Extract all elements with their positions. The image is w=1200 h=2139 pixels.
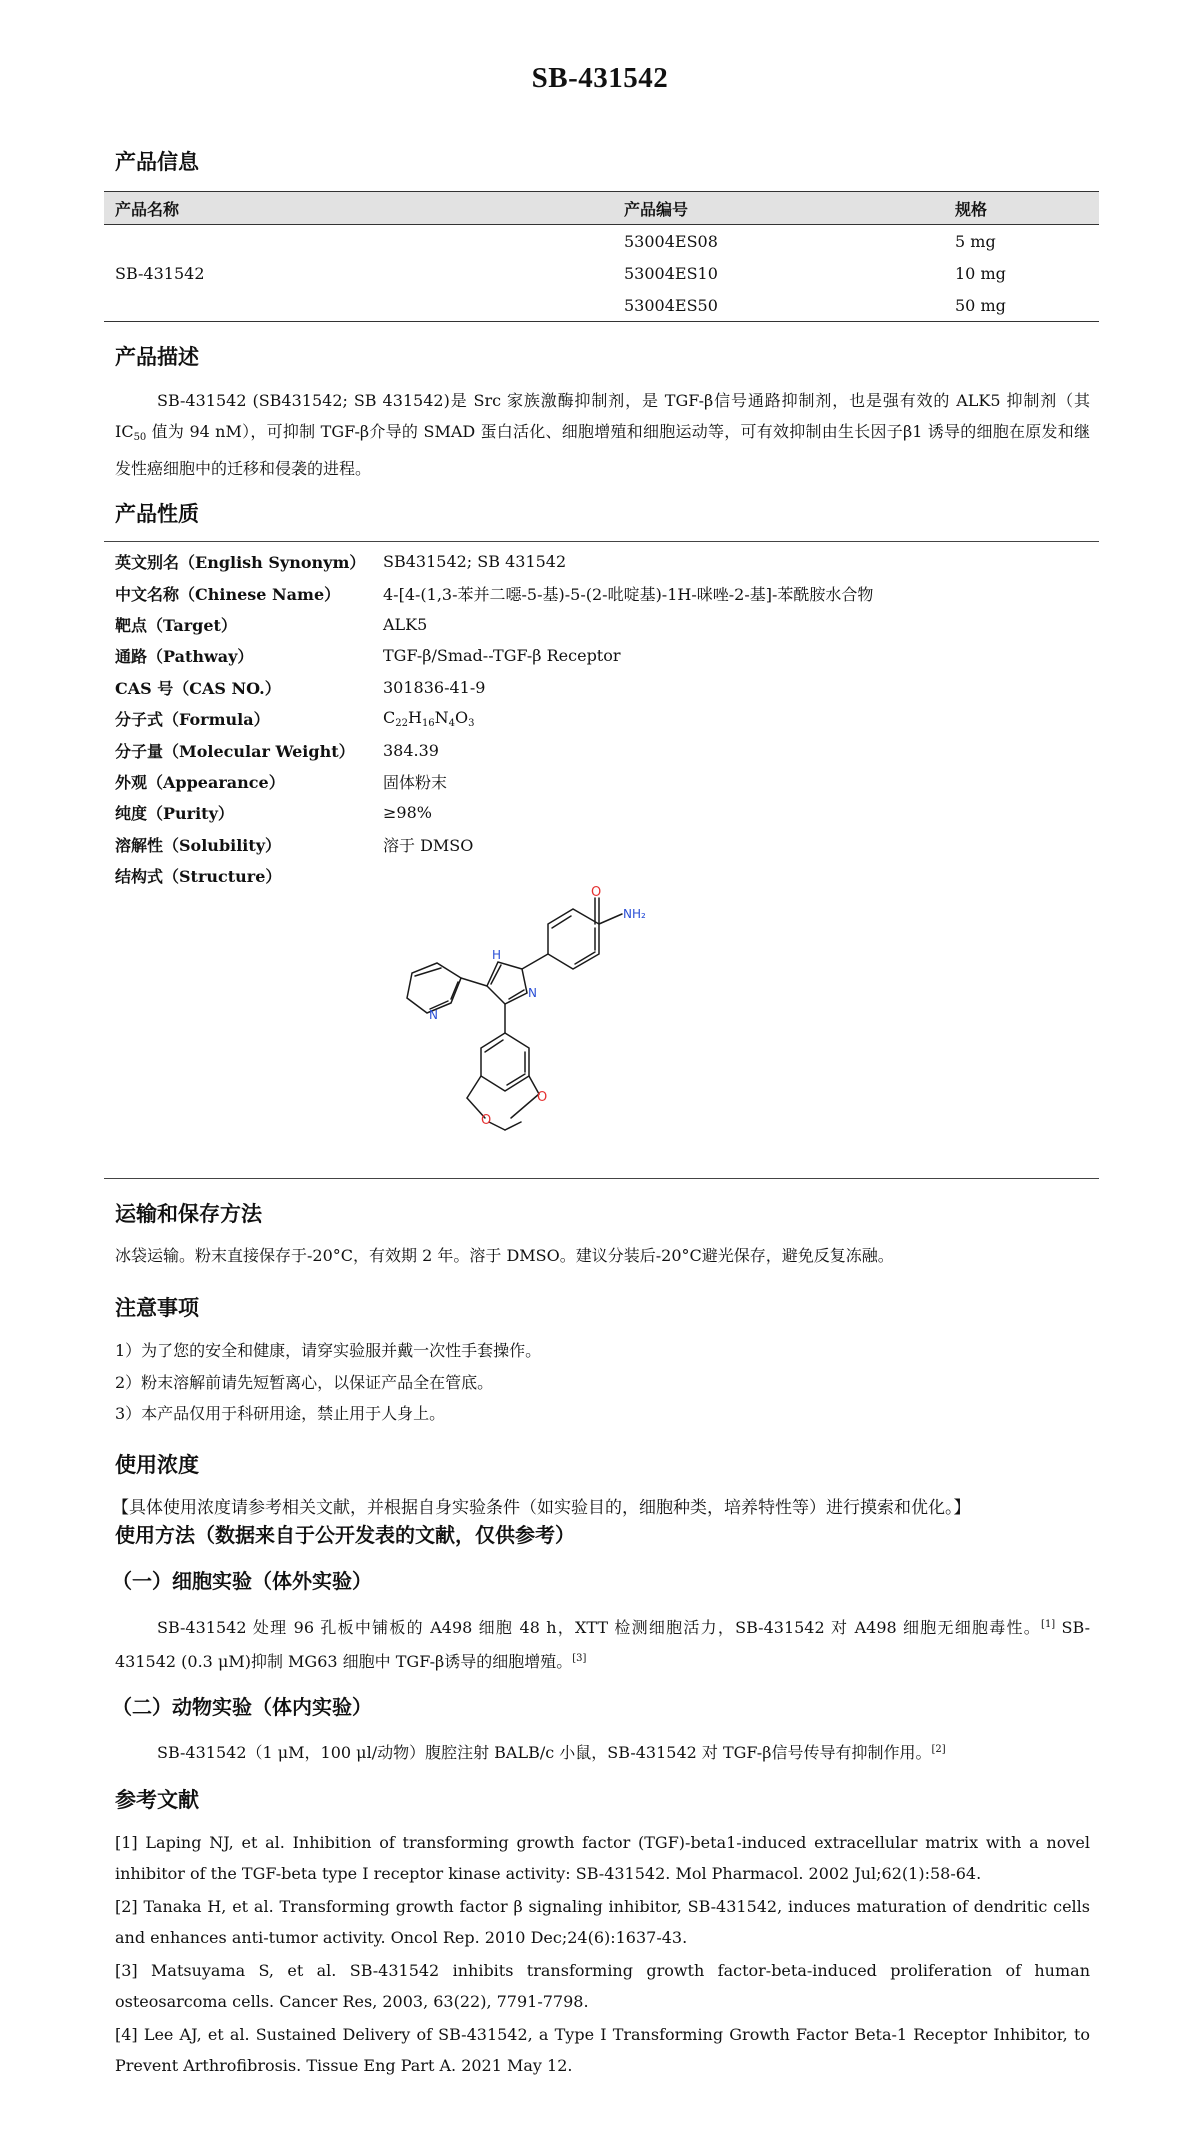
description-text-part-b: 值为 94 nM），可抑制 TGF-β介导的 SMAD 蛋白活化、细胞增殖和细胞运动等，可有效抑制由生长因子β1 诱导的细胞在原发和继发性癌细胞中的迁移和侵袭的进程。 bbox=[115, 422, 1090, 478]
property-value: ALK5 bbox=[383, 614, 428, 634]
property-key: 结构式（Structure） bbox=[115, 867, 282, 887]
atom-label-h: H bbox=[492, 948, 502, 962]
table-header-code: 产品编号 bbox=[613, 192, 944, 225]
product-info-table bbox=[104, 191, 1099, 322]
property-key: 纯度（Purity） bbox=[115, 804, 234, 824]
property-row bbox=[115, 766, 1095, 797]
notes-heading: 注意事项 bbox=[115, 1295, 199, 1320]
animal-text: SB-431542（1 μM，100 μl/动物）腹腔注射 BALB/c 小鼠，SB-431542 对 TGF-β信号传导有抑制作用。 bbox=[157, 1743, 932, 1762]
properties-list bbox=[115, 546, 1095, 891]
property-row bbox=[115, 797, 1095, 828]
cell-text-part-a: SB-431542 处理 96 孔板中铺板的 A498 细胞 48 h，XTT 检测细胞活力，SB-431542 对 A498 细胞无细胞毒性。 bbox=[157, 1618, 1042, 1637]
animal-experiment-heading: （二）动物实验（体内实验） bbox=[112, 1695, 372, 1719]
property-value: 溶于 DMSO bbox=[383, 835, 474, 855]
property-row bbox=[115, 829, 1095, 860]
atom-label-nh2: NH₂ bbox=[623, 907, 646, 921]
product-spec-cell: 5 mg bbox=[955, 231, 996, 251]
property-key: 分子式（Formula） bbox=[115, 710, 270, 730]
citation-ref: [1] bbox=[1041, 1619, 1056, 1630]
atom-label-o: O bbox=[481, 1113, 492, 1128]
usage-heading: 使用浓度 bbox=[115, 1452, 199, 1477]
citation-ref: [2] bbox=[931, 1744, 946, 1755]
description-text-part-a: SB-431542 (SB431542; SB 431542)是 Src 家族激酶抑制剂，是 TGF-β信号通路抑制剂，也是强有效的 ALK5 抑制剂（其 IC bbox=[115, 391, 1090, 441]
property-value: ≥98% bbox=[383, 803, 432, 823]
cell-text-part-b: SB-431542 (0.3 μM)抑制 MG63 细胞中 TGF-β诱导的细胞增殖。 bbox=[115, 1618, 1090, 1671]
property-row bbox=[115, 609, 1095, 640]
properties-heading: 产品性质 bbox=[115, 501, 199, 526]
table-header-name: 产品名称 bbox=[104, 192, 613, 225]
description-text bbox=[115, 385, 1090, 484]
property-value: 301836-41-9 bbox=[383, 677, 486, 697]
table-row bbox=[104, 225, 1099, 258]
animal-experiment-text bbox=[115, 1734, 1090, 1768]
note-item: 3）本产品仅用于科研用途，禁止用于人身上。 bbox=[115, 1404, 446, 1423]
property-value: SB431542; SB 431542 bbox=[383, 552, 567, 572]
property-key: 英文别名（English Synonym） bbox=[115, 553, 366, 573]
property-key: 外观（Appearance） bbox=[115, 772, 285, 792]
product-info-heading: 产品信息 bbox=[115, 149, 199, 174]
table-header-row bbox=[104, 192, 1099, 225]
product-code-cell: 53004ES10 bbox=[624, 263, 718, 283]
property-row bbox=[115, 672, 1095, 703]
property-key: 靶点（Target） bbox=[115, 615, 237, 635]
property-value: TGF-β/Smad--TGF-β Receptor bbox=[383, 646, 621, 666]
cell-experiment-heading: （一）细胞实验（体外实验） bbox=[112, 1569, 372, 1593]
atom-label-o: O bbox=[537, 1090, 548, 1105]
property-key: 分子量（Molecular Weight） bbox=[115, 741, 355, 761]
references-heading: 参考文献 bbox=[115, 1787, 199, 1812]
ic50-subscript: 50 bbox=[133, 432, 147, 443]
table-header-spec: 规格 bbox=[944, 192, 1099, 225]
citation-ref: [3] bbox=[572, 1653, 587, 1664]
property-row bbox=[115, 734, 1095, 765]
property-key: 通路（Pathway） bbox=[115, 647, 254, 667]
property-key: 中文名称（Chinese Name） bbox=[115, 584, 341, 604]
property-value: 4-[4-(1,3-苯并二噁-5-基)-5-(2-吡啶基)-1H-咪唑-2-基]-苯酰胺水合物 bbox=[383, 584, 874, 604]
property-value: 固体粉末 bbox=[383, 772, 448, 792]
storage-heading: 运输和保存方法 bbox=[115, 1201, 262, 1226]
reference-item: [4] Lee AJ, et al. Sustained Delivery of SB-431542, a Type I Transforming Growth Factor Beta-1 Receptor Inhibitor, to Prevent Arthrofibrosis. Tissue Eng Part A. 2021 May 12. bbox=[115, 2025, 1090, 2075]
page-title: SB-431542 bbox=[531, 62, 669, 94]
atom-label-o: O bbox=[591, 885, 602, 900]
reference-item: [3] Matsuyama S, et al. SB-431542 inhibits transforming growth factor-beta-induced proliferation of human osteosarcoma cells. Cancer Res, 2003, 63(22), 7791-7798. bbox=[115, 1961, 1090, 2011]
cell-experiment-text bbox=[115, 1609, 1090, 1677]
product-code-cell: 53004ES50 bbox=[613, 289, 944, 322]
description-heading: 产品描述 bbox=[115, 344, 199, 369]
note-item: 2）粉末溶解前请先短暂离心，以保证产品全在管底。 bbox=[115, 1373, 494, 1392]
chemical-structure-diagram bbox=[385, 868, 675, 1158]
reference-item: [2] Tanaka H, et al. Transforming growth factor β signaling inhibitor, SB-431542, induces maturation of dendritic cells and enhances anti-tumor activity. Oncol Rep. 2010 Dec;24(6):1637-43. bbox=[115, 1897, 1090, 1947]
property-key: CAS 号（CAS NO.） bbox=[115, 678, 281, 698]
property-row bbox=[115, 703, 1095, 734]
atom-label-n: N bbox=[528, 986, 537, 1000]
property-row bbox=[115, 546, 1095, 577]
method-heading: 使用方法（数据来自于公开发表的文献，仅供参考） bbox=[115, 1523, 575, 1547]
storage-text: 冰袋运输。粉末直接保存于-20°C，有效期 2 年。溶于 DMSO。建议分装后-20°C避光保存，避免反复冻融。 bbox=[115, 1246, 894, 1265]
note-item: 1）为了您的安全和健康，请穿实验服并戴一次性手套操作。 bbox=[115, 1341, 542, 1360]
property-key: 溶解性（Solubility） bbox=[115, 835, 282, 855]
product-spec-cell: 50 mg bbox=[944, 289, 1099, 322]
reference-item: [1] Laping NJ, et al. Inhibition of transforming growth factor (TGF)-beta1-induced extracellular matrix with a novel inhibitor of the TGF-beta type I receptor kinase activity: SB-431542. Mol Pharmacol. 2002 Jul;62(1):58-64. bbox=[115, 1833, 1090, 1883]
product-spec-cell: 10 mg bbox=[955, 263, 1006, 283]
product-name-cell: SB-431542 bbox=[104, 225, 613, 322]
product-code-cell: 53004ES08 bbox=[624, 231, 718, 251]
divider bbox=[104, 541, 1099, 542]
divider bbox=[104, 1178, 1099, 1179]
atom-label-n: N bbox=[429, 1008, 438, 1022]
property-row bbox=[115, 577, 1095, 608]
property-value: 384.39 bbox=[383, 740, 439, 760]
formula-value: $C_{22}H_{16}N_4O_3$ bbox=[383, 708, 475, 730]
usage-text: 【具体使用浓度请参考相关文献，并根据自身实验条件（如实验目的，细胞种类，培养特性等）进行摸索和优化。】 bbox=[112, 1498, 971, 1518]
property-row bbox=[115, 640, 1095, 671]
